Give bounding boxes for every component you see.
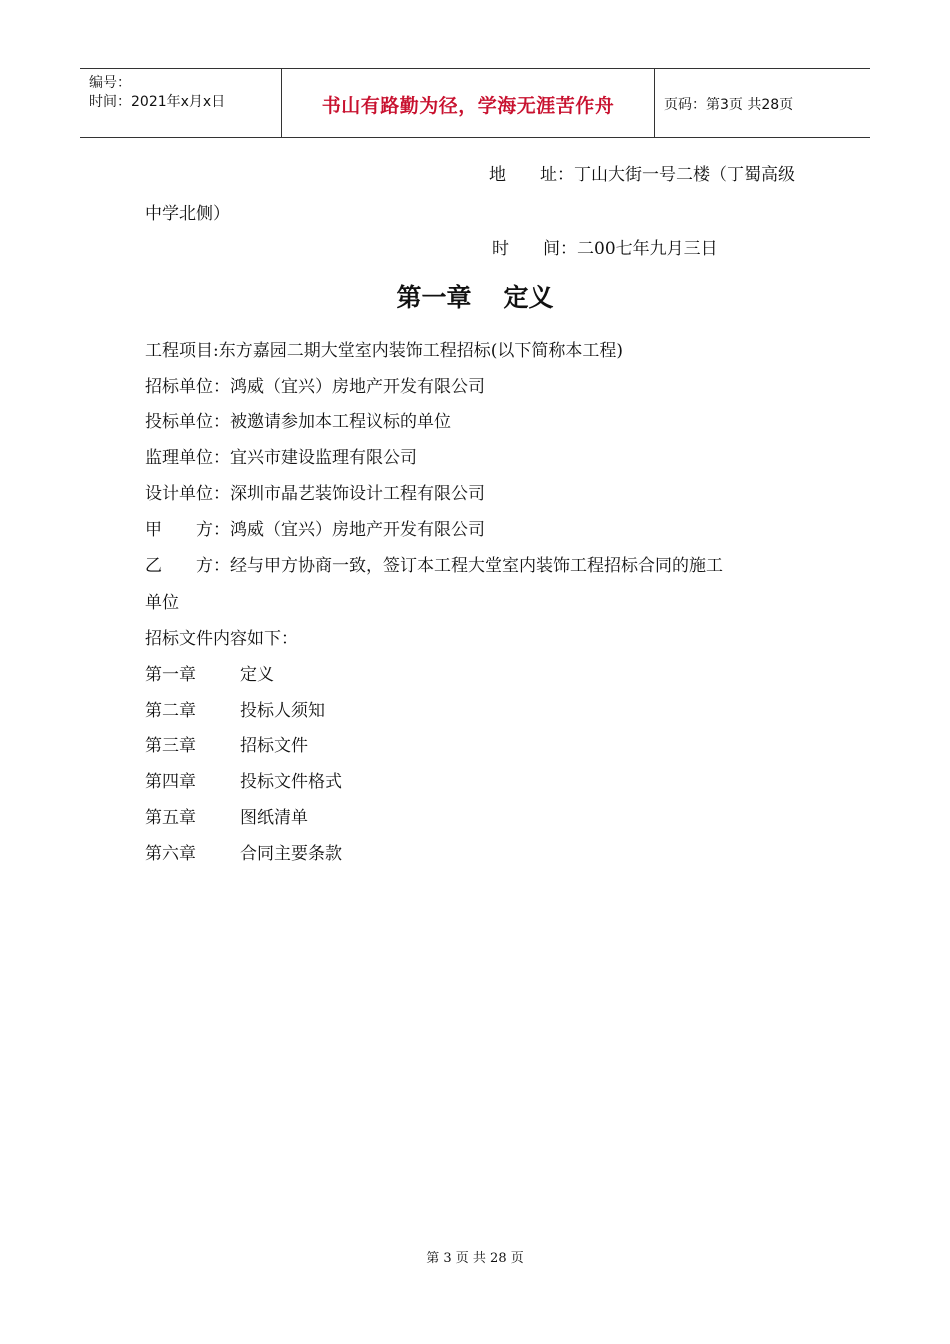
toc-title: 投标文件格式 (240, 772, 342, 792)
definition-party-a: 甲 方：鸿威（宜兴）房地产开发有限公司 (145, 520, 485, 540)
toc-title: 合同主要条款 (240, 844, 342, 864)
toc-chapter: 第一章 (145, 665, 196, 685)
definition-party-b: 乙 方：经与甲方协商一致，签订本工程大堂室内装饰工程招标合同的施工 (145, 556, 723, 576)
address-line-2: 中学北侧） (145, 204, 230, 224)
toc-title: 投标人须知 (240, 701, 325, 721)
definition-supervisor: 监理单位：宜兴市建设监理有限公司 (145, 448, 417, 468)
toc-chapter: 第五章 (145, 808, 196, 828)
definition-project: 工程项目:东方嘉园二期大堂室内装饰工程招标(以下简称本工程) (145, 341, 623, 361)
toc-chapter: 第三章 (145, 736, 196, 756)
time-label: 时间：2021年x月x日 (89, 94, 226, 110)
address-line-1: 地 址：丁山大街一号二楼（丁蜀高级 (489, 165, 795, 185)
page-header (80, 68, 870, 138)
definition-designer: 设计单位：深圳市晶艺装饰设计工程有限公司 (145, 484, 485, 504)
definition-bidder: 投标单位：被邀请参加本工程议标的单位 (145, 412, 451, 432)
toc-intro: 招标文件内容如下： (145, 629, 298, 649)
definition-party-b-cont: 单位 (145, 593, 179, 613)
code-label: 编号： (89, 75, 131, 91)
toc-title: 招标文件 (240, 736, 308, 756)
chapter-title-number: 第一章 (396, 283, 472, 312)
page-footer: 第 3 页 共 28 页 (426, 1251, 524, 1266)
header-page-cell (654, 69, 870, 137)
header-info-cell (80, 69, 281, 137)
page-label: 页码：第3页 共28页 (664, 97, 794, 113)
chapter-title-name: 定义 (503, 283, 554, 312)
chapter-title (0, 278, 950, 314)
motto-text: 书山有路勤为径，学海无涯苦作舟 (321, 95, 615, 117)
definition-tenderer: 招标单位：鸿威（宜兴）房地产开发有限公司 (145, 377, 485, 397)
toc-title: 定义 (240, 665, 274, 685)
toc-title: 图纸清单 (240, 808, 308, 828)
header-motto-cell (281, 69, 655, 137)
time-line: 时 间：二00七年九月三日 (492, 239, 718, 259)
toc-chapter: 第四章 (145, 772, 196, 792)
toc-chapter: 第六章 (145, 844, 196, 864)
toc-chapter: 第二章 (145, 701, 196, 721)
